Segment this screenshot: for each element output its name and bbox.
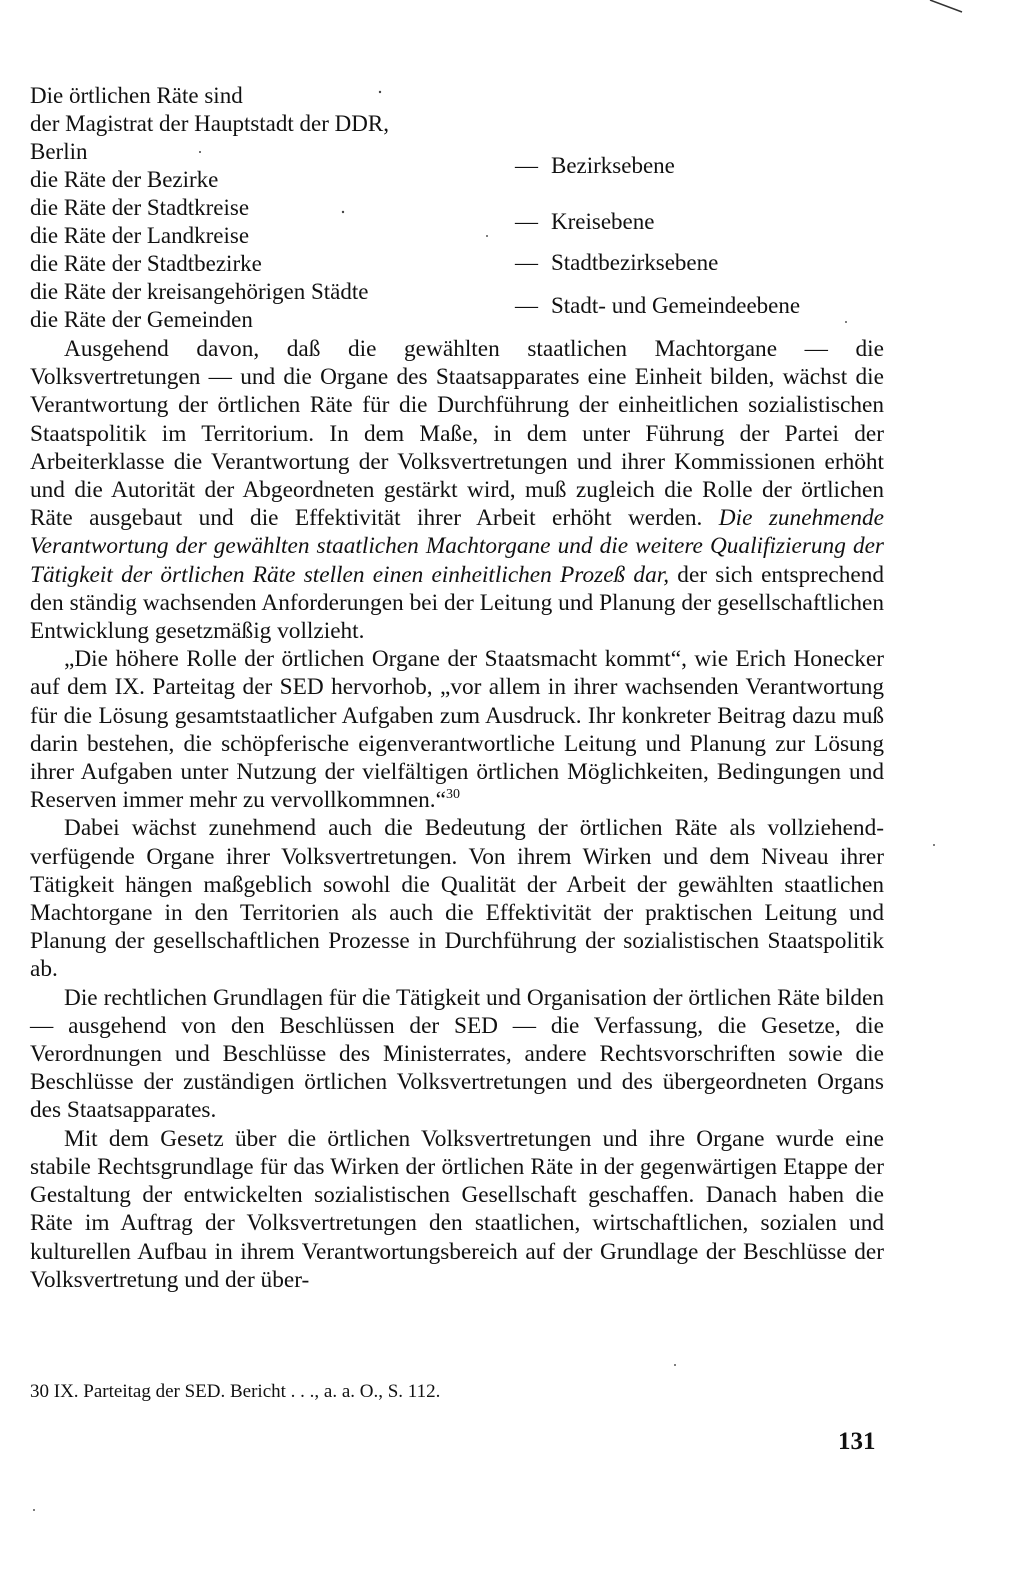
dash: — bbox=[515, 293, 538, 318]
paragraph-text: der sich entsprechend den ständig wachsenden Anforderungen bei der Leitung und Planung der gesellschaftlichen Entwicklung gesetzmäßig vollzieht. bbox=[30, 561, 884, 645]
list-item: die Räte der Stadtkreise bbox=[30, 195, 250, 220]
list-item: der Magistrat der Hauptstadt der DDR, bbox=[30, 111, 389, 136]
list-item: die Räte der Gemeinden bbox=[30, 307, 253, 332]
paragraph-text: Mit dem Gesetz über die örtlichen Volksvertretungen und ihre Organe wurde eine stabile Rechtsgrundlage für das Wirken der örtlichen Räte in der gegenwärtigen Etappe der Gestaltung der entwickelten sozialistischen Gesellschaft geschaffen. Danach haben die Räte im Auftrag der Volksvertretungen den staatlichen, wirtschaftlichen, sozialen und kulturellen Aufbau in ihrem Verantwortungsbereich auf der Grundlage der Beschlüsse der Volksvertretung und der über- bbox=[30, 1125, 884, 1293]
footnote: 30 IX. Parteitag der SED. Bericht . . ., a. a. O., S. 112. bbox=[30, 1381, 441, 1402]
list-heading: Die örtlichen Räte sind bbox=[30, 83, 243, 108]
list-item: die Räte der Stadtbezirke bbox=[30, 251, 262, 276]
footnote-reference: 30 bbox=[445, 787, 460, 803]
paragraph-text: Die rechtlichen Grundlagen für die Tätigkeit und Organisation der örtlichen Räte bilden — ausgehend von den Beschlüssen der SED — die Verfassung, die Gesetze, die Verordnungen und Beschlüsse des Ministerrates, andere Rechtsvorschriften sowie die Beschlüsse der zuständigen örtlichen Volksvertretungen und des übergeordneten Organs des Staatsapparates. bbox=[30, 984, 884, 1124]
list-item: die Räte der Bezirke bbox=[30, 167, 219, 192]
dash: — bbox=[515, 153, 538, 178]
emphasized-text: Die zunehmende Verantwortung der gewählten staatlichen Machtorgane und die weitere Qualifizierung der Tätigkeit der örtlichen Räte stellen einen einheitlichen Prozeß dar, bbox=[30, 505, 884, 588]
paragraph-text: „Die höhere Rolle der örtlichen Organe der Staatsmacht kommt“, wie Erich Honecker auf dem IX. Parteitag der SED hervorhob, „vor allem in ihrer wachsenden Verantwortung für die Lösung gesamtstaatlicher Aufgaben zum Ausdruck. Ihr konkreter Beitrag dazu muß darin bestehen, die schöpferische eigenverantwortliche Leitung und Planung zur Lösung ihrer Aufgaben unter Nutzung der vielfältigen örtlichen Möglichkeiten, Bedingungen und Reserven immer mehr zu vervollkommnen.“ bbox=[30, 646, 884, 814]
dash: — bbox=[515, 250, 538, 275]
page-number: 131 bbox=[838, 1428, 876, 1455]
list-item: Berlin bbox=[30, 139, 88, 164]
list-item: die Räte der Landkreise bbox=[30, 223, 250, 248]
level-text: Kreisebene bbox=[551, 209, 655, 234]
list-item: die Räte der kreisangehörigen Städte bbox=[30, 279, 369, 304]
level-text: Stadtbezirksebene bbox=[551, 250, 719, 275]
dash: — bbox=[515, 209, 538, 234]
level-text: Stadt- und Gemeindeebene bbox=[551, 293, 801, 318]
paragraph-text: Dabei wächst zunehmend auch die Bedeutung der örtlichen Räte als vollziehend-verfügende Organe ihrer Volksvertretungen. Von ihrem Wirken und dem Niveau ihrer Tätigkeit hängen maßgeblich sowohl die Qualität der Arbeit der gewählten staatlichen Machtorgane in den Territorien als auch die Effektivität der praktischen Leitung und Planung der gesellschaftlichen Prozesse in Durchführung der sozialistischen Staatspolitik ab. bbox=[30, 815, 884, 983]
paragraph-text: Ausgehend davon, daß die gewählten staatlichen Machtorgane — die Volksvertretungen — und die Organe des Staatsapparates eine Einheit bilden, wächst die Verantwortung der örtlichen Räte für die Durchführung der einheitlichen sozialistischen Staatspolitik im Territorium. In dem Maße, in dem unter Führung der Partei der Arbeiterklasse die Verantwortung der Volksvertretungen und ihrer Kommissionen erhöht und die Autorität der Abgeordneten gestärkt wird, muß zugleich die Rolle der örtlichen Räte ausgebaut und die Effektivität ihrer Arbeit erhöht werden. bbox=[30, 336, 884, 532]
level-text: Bezirksebene bbox=[551, 153, 675, 178]
